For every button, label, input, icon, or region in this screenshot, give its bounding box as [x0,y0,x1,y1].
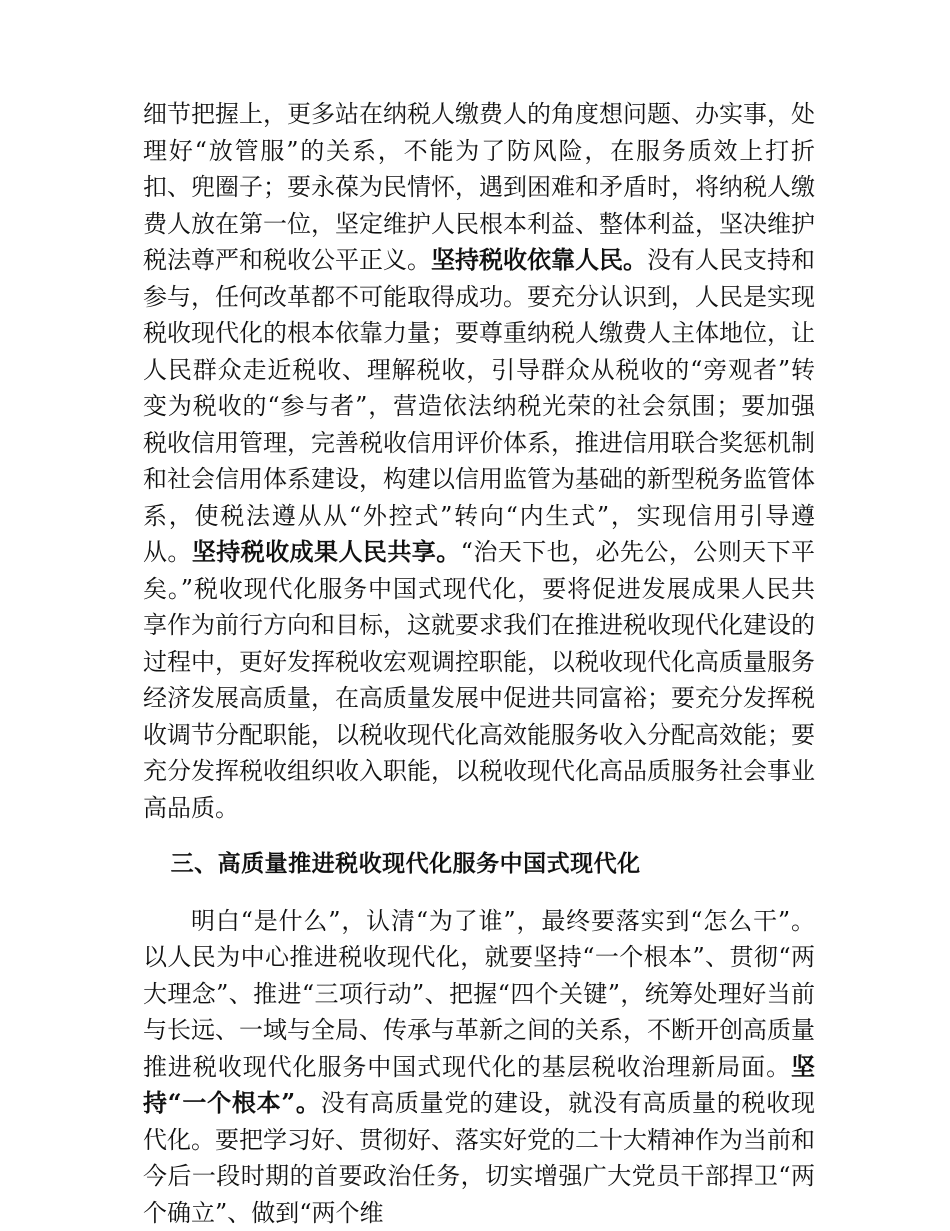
bold-key-point-shared-results: 坚持税收成果人民共享。 [192,537,461,566]
document-page [143,96,815,1231]
bold-key-point-rely-on-people: 坚持税收依靠人民。 [431,245,647,274]
paragraph-text: 没有高质量党的建设，就没有高质量的税收现代化。要把学习好、贯彻好、落实好党的二十大精神作为当前和今后一段时期的首要政治任务，切实增强广大党员干部捍卫“两个确立”、做到“两个维 [143,1089,815,1227]
paragraph-text: 没有人民支持和参与，任何改革都不可能取得成功。要充分认识到，人民是实现税收现代化的根本依靠力量；要尊重纳税人缴费人主体地位，让人民群众走近税收、理解税收，引导群众从税收的“旁观者”转变为税收的“参与者”，营造依法纳税光荣的社会氛围；要加强税收信用管理，完善税收信用评价体系，推进信用联合奖惩机制和社会信用体系建设，构建以信用监管为基础的新型税务监管体系，使税法遵从从“外控式”转向“内生式”，实现信用引导遵从。 [143,246,815,566]
section-heading-three: 三、高质量推进税收现代化服务中国式现代化 [143,846,815,883]
body-paragraph-people [143,96,815,826]
paragraph-text: 明白“是什么”，认清“为了谁”，最终要落实到“怎么干”。以人民为中心推进税收现代化，就要坚持“一个根本”、贯彻“两大理念”、推进“三项行动”、把握“四个关键”，统筹处理好当前与长远、一域与全局、传承与革新之间的关系，不断开创高质量推进税收现代化服务中国式现代化的基层税收治理新局面。 [143,907,815,1081]
bold-key-point-one-fundamental: 坚持“一个根本”。 [143,1052,815,1118]
paragraph-text: 细节把握上，更多站在纳税人缴费人的角度想问题、办实事，处理好“放管服”的关系，不能为了防风险，在服务质效上打折扣、兜圈子；要永葆为民情怀，遇到困难和矛盾时，将纳税人缴费人放在第一位，坚定维护人民根本利益、整体利益，坚决维护税法尊严和税收公平正义。 [143,100,815,274]
paragraph-text: “治天下也，必先公，公则天下平矣。”税收现代化服务中国式现代化，要将促进发展成果人民共享作为前行方向和目标，这就要求我们在推进税收现代化建设的过程中，更好发挥税收宏观调控职能，以税收现代化高质量服务经济发展高质量，在高质量发展中促进共同富裕；要充分发挥税收调节分配职能，以税收现代化高效能服务收入分配高效能；要充分发挥税收组织收入职能，以税收现代化高品质服务社会事业高品质。 [143,538,815,822]
body-paragraph-how-to [143,903,815,1231]
